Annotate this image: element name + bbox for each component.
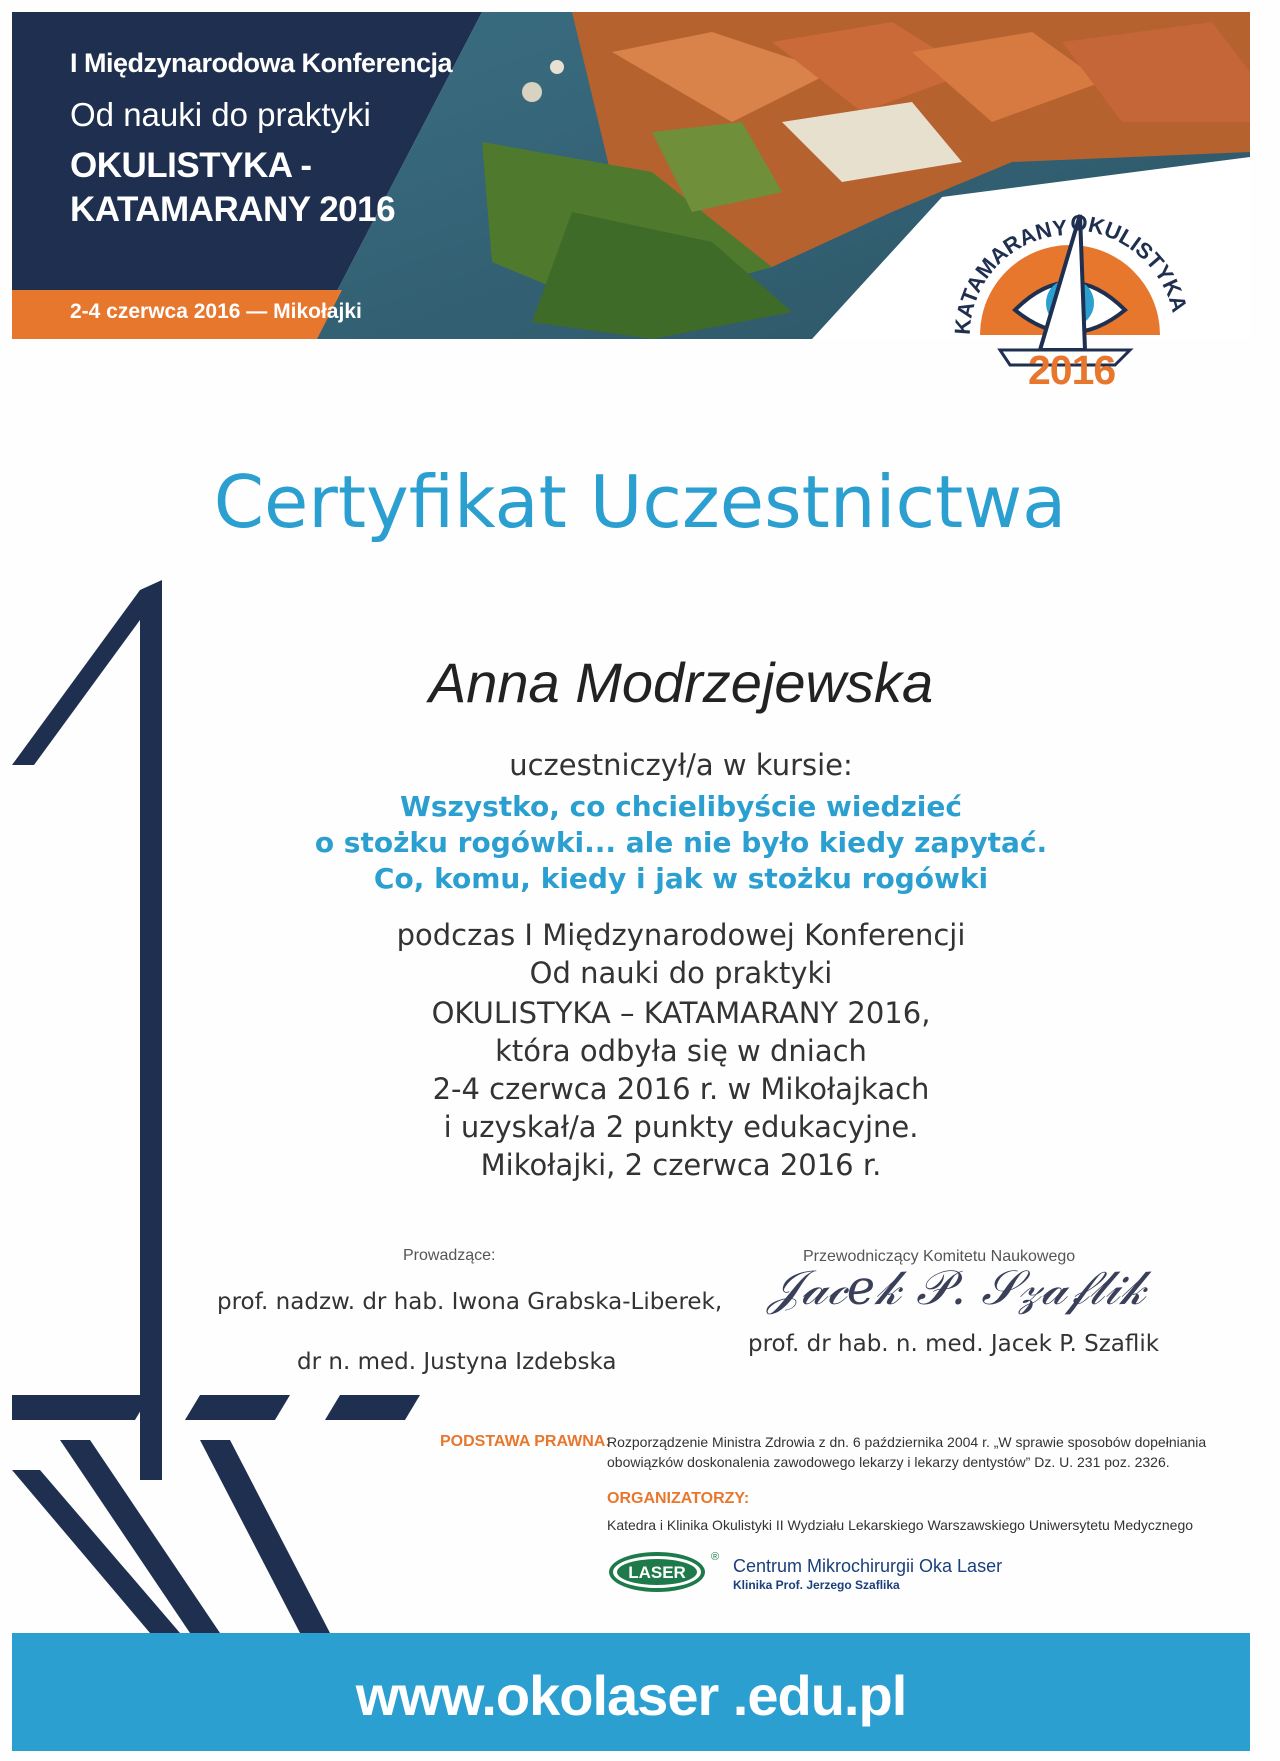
held-text: która odbyła się w dniach: [495, 1034, 867, 1068]
logo-arc-right: OKULISTYKA: [1069, 209, 1193, 315]
left-signatory-1: prof. nadzw. dr hab. Iwona Grabska-Liberek,: [217, 1289, 723, 1315]
legal-basis-line-2: obowiązków doskonalenia zawodowego lekarzy i lekarzy dentystów” Dz. U. 231 poz. 2326.: [607, 1454, 1170, 1470]
svg-text:LASER: LASER: [628, 1563, 686, 1582]
organizers-text: Katedra i Klinika Okulistyki II Wydziału Lekarskiego Warszawskiego Uniwersytetu Medycznego: [607, 1517, 1194, 1533]
points-text: i uzyskał/a 2 punkty edukacyjne.: [443, 1110, 919, 1144]
conference-title: OKULISTYKA – KATAMARANY 2016,: [431, 996, 931, 1030]
recipient-name: Anna Modrzejewska: [428, 651, 934, 714]
left-signatory-2: dr n. med. Justyna Izdebska: [297, 1349, 617, 1375]
during-text: podczas I Międzynarodowej Konferencji: [396, 918, 966, 952]
svg-text:®: ®: [711, 1551, 720, 1563]
course-title-line-2: o stożku rogówki... ale nie było kiedy zapytać.: [314, 826, 1048, 859]
participated-text: uczestniczył/a w kursie:: [509, 748, 853, 782]
issue-place-date: Mikołajki, 2 czerwca 2016 r.: [480, 1148, 882, 1182]
footer-bar: [12, 1633, 1250, 1751]
conference-title-1: OKULISTYKA -: [70, 146, 312, 185]
conference-name: Od nauki do praktyki: [529, 956, 833, 990]
conference-date-place: 2-4 czerwca 2016 — Mikołajki: [70, 300, 362, 323]
laser-logo: [605, 1548, 725, 1594]
right-signatory-name: prof. dr hab. n. med. Jacek P. Szaflik: [748, 1331, 1160, 1357]
conference-subtitle: Od nauki do praktyki: [70, 96, 371, 133]
course-title-line-3: Co, komu, kiedy i jak w stożku rogówki: [373, 862, 989, 895]
legal-basis-label: PODSTAWA PRAWNA:: [440, 1433, 611, 1450]
conference-ordinal: I Międzynarodowa Konferencja: [70, 48, 453, 78]
handwritten-signature: 𝒥𝒶𝒸𝑒𝓀 𝒫. 𝒮𝓏𝒶𝒻𝓁𝒾𝓀: [768, 1260, 1146, 1316]
conference-title-2: KATAMARANY 2016: [70, 190, 396, 229]
sponsor-name: Centrum Mikrochirurgii Oka Laser: [733, 1556, 1003, 1576]
right-signatory-label: Przewodniczący Komitetu Naukowego: [803, 1248, 1076, 1265]
sponsor-subtitle: Klinika Prof. Jerzego Szaflika: [733, 1578, 900, 1592]
course-title-line-1: Wszystko, co chcielibyście wiedzieć: [399, 790, 962, 823]
organizers-label: ORGANIZATORZY:: [607, 1490, 750, 1507]
logo-arc-left: KATAMARANY: [949, 214, 1069, 336]
footer-url[interactable]: www.okolaser .edu.pl: [355, 1664, 907, 1727]
certificate-title: Certyfikat Uczestnictwa: [213, 460, 1067, 544]
left-signatories-label: Prowadzące:: [403, 1247, 496, 1264]
legal-basis-line-1: Rozporządzenie Ministra Zdrowia z dn. 6 października 2004 r. „W sprawie sposobów dopełniania: [607, 1434, 1207, 1450]
logo-year: 2016: [1028, 347, 1116, 393]
dates-place: 2-4 czerwca 2016 r. w Mikołajkach: [432, 1072, 930, 1106]
